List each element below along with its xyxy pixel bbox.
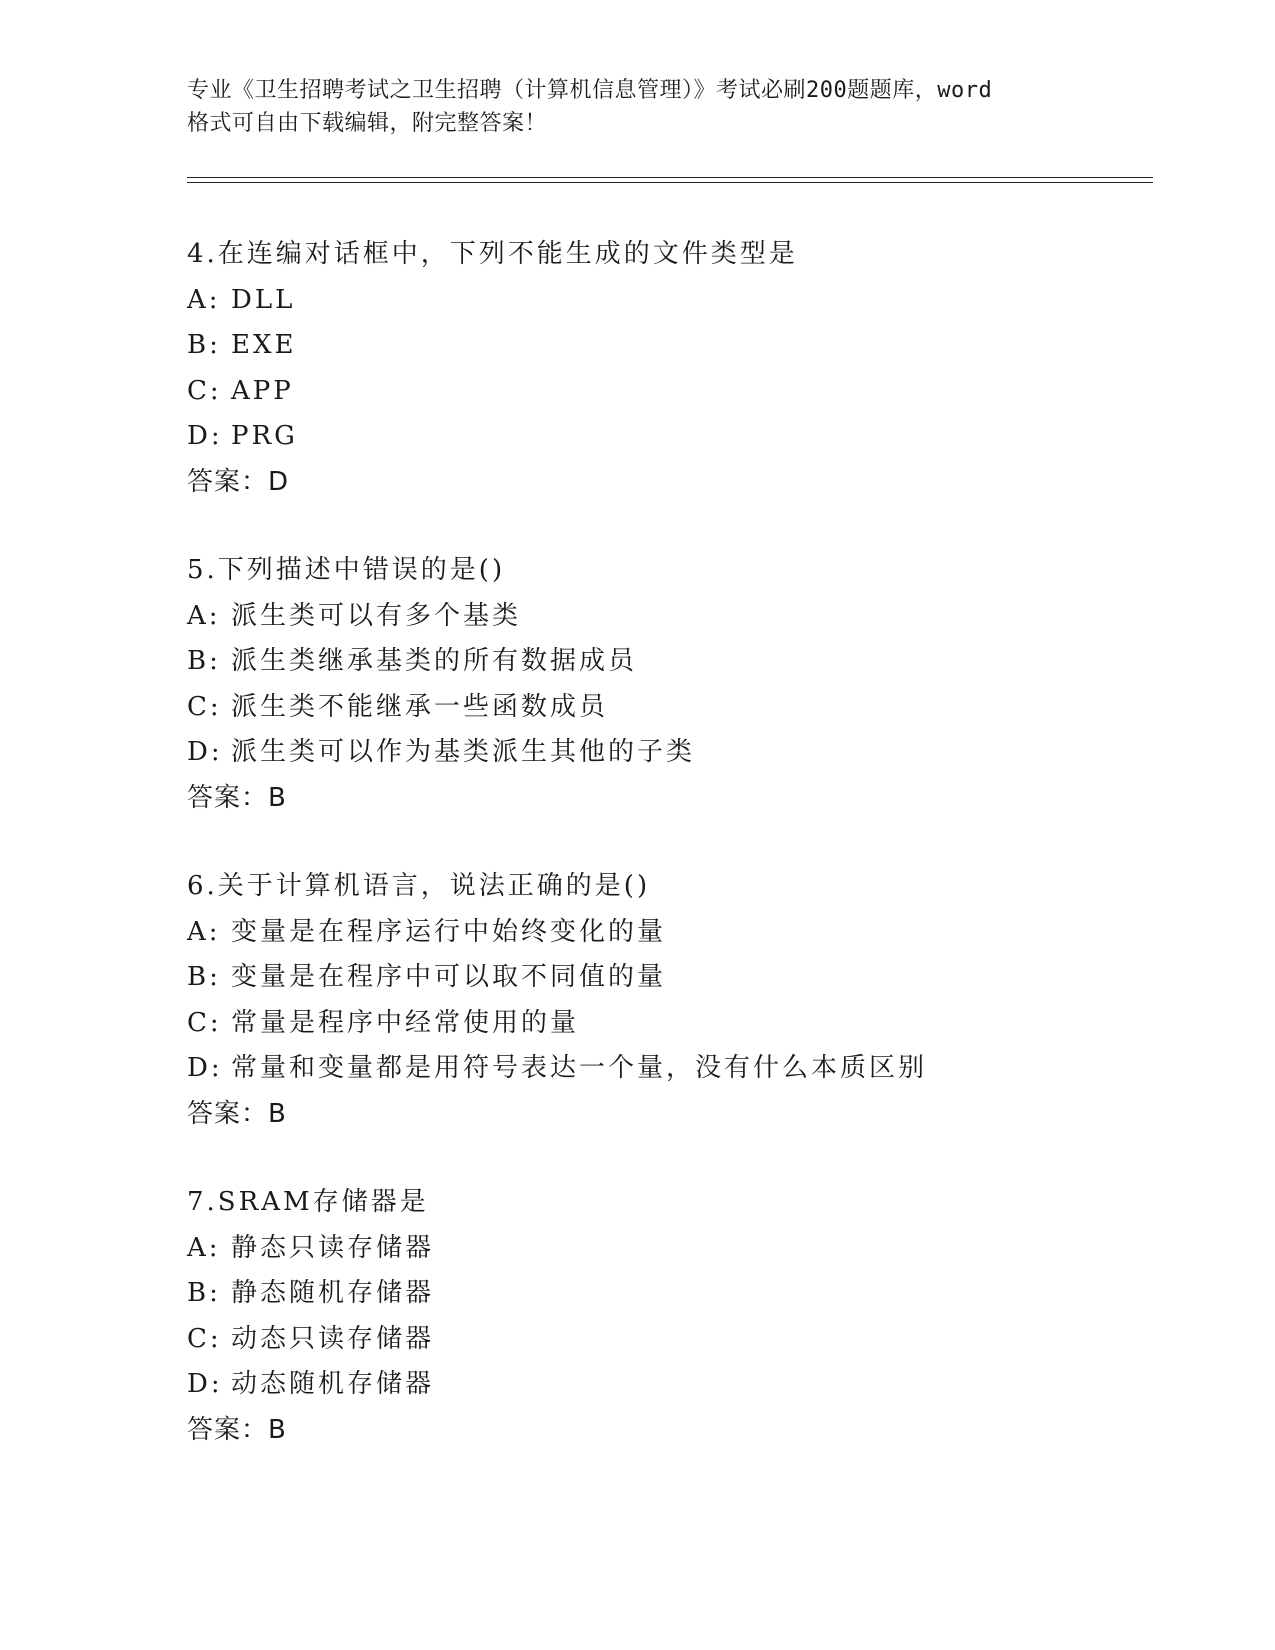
option-text: 变量是在程序运行中始终变化的量 xyxy=(231,916,667,947)
option-b xyxy=(187,955,1187,1001)
option-letter: D: xyxy=(187,421,223,451)
question-block xyxy=(187,864,1187,1137)
option-letter: A: xyxy=(187,1232,221,1263)
option-d xyxy=(187,730,1187,776)
option-text: 静态随机存储器 xyxy=(231,1278,435,1308)
option-text: 派生类可以有多个基类 xyxy=(231,600,522,631)
option-b xyxy=(187,323,1187,369)
option-letter: A: xyxy=(187,600,221,631)
option-c xyxy=(187,369,1187,415)
option-letter: C: xyxy=(187,1007,222,1038)
option-letter: D: xyxy=(187,1053,223,1083)
option-a xyxy=(187,910,1187,956)
option-a xyxy=(187,594,1187,640)
option-text: APP xyxy=(231,375,294,406)
option-letter: B: xyxy=(187,962,221,992)
option-letter: B: xyxy=(187,330,221,360)
header-divider-bottom xyxy=(187,182,1153,183)
question-block xyxy=(187,548,1187,821)
answer-line: 答案：B xyxy=(187,1414,287,1445)
option-c xyxy=(187,685,1187,731)
option-text: DLL xyxy=(231,284,296,315)
answer-line: 答案：B xyxy=(187,782,287,813)
option-text: 派生类继承基类的所有数据成员 xyxy=(231,646,638,676)
option-text: 动态随机存储器 xyxy=(231,1369,435,1399)
option-text: EXE xyxy=(231,330,297,360)
question-stem: 7.SRAM存储器是 xyxy=(187,1187,429,1217)
option-c xyxy=(187,1001,1187,1047)
answer-line: 答案：D xyxy=(187,466,290,497)
option-text: 静态只读存储器 xyxy=(231,1232,435,1263)
option-b xyxy=(187,1271,1187,1317)
option-text: PRG xyxy=(231,421,298,451)
answer-line: 答案：B xyxy=(187,1098,287,1129)
option-text: 常量和变量都是用符号表达一个量，没有什么本质区别 xyxy=(231,1053,928,1083)
option-text: 派生类不能继承一些函数成员 xyxy=(231,691,609,722)
option-b xyxy=(187,639,1187,685)
option-letter: C: xyxy=(187,691,222,722)
option-a xyxy=(187,278,1187,324)
option-letter: C: xyxy=(187,1323,222,1354)
option-d xyxy=(187,1362,1187,1408)
option-letter: D: xyxy=(187,737,223,767)
question-stem: 4.在连编对话框中，下列不能生成的文件类型是 xyxy=(187,239,798,269)
option-text: 派生类可以作为基类派生其他的子类 xyxy=(231,737,696,767)
option-letter: A: xyxy=(187,916,221,947)
option-c xyxy=(187,1317,1187,1363)
option-text: 动态只读存储器 xyxy=(231,1323,435,1354)
document-header xyxy=(187,74,1087,140)
option-text: 常量是程序中经常使用的量 xyxy=(231,1007,580,1038)
question-stem: 6.关于计算机语言，说法正确的是() xyxy=(187,871,651,901)
option-letter: C: xyxy=(187,375,222,406)
question-block xyxy=(187,232,1187,505)
option-d xyxy=(187,1046,1187,1092)
question-stem: 5.下列描述中错误的是() xyxy=(187,555,506,585)
header-line-1: 专业《卫生招聘考试之卫生招聘（计算机信息管理）》考试必刷200题题库，word xyxy=(187,78,993,103)
option-letter: B: xyxy=(187,1278,221,1308)
option-letter: D: xyxy=(187,1369,223,1399)
option-a xyxy=(187,1226,1187,1272)
option-d xyxy=(187,414,1187,460)
header-line-2: 格式可自由下载编辑，附完整答案！ xyxy=(187,111,548,136)
option-letter: B: xyxy=(187,646,221,676)
option-text: 变量是在程序中可以取不同值的量 xyxy=(231,962,667,992)
header-divider-top xyxy=(187,177,1153,178)
question-block xyxy=(187,1180,1187,1453)
option-letter: A: xyxy=(187,284,221,315)
